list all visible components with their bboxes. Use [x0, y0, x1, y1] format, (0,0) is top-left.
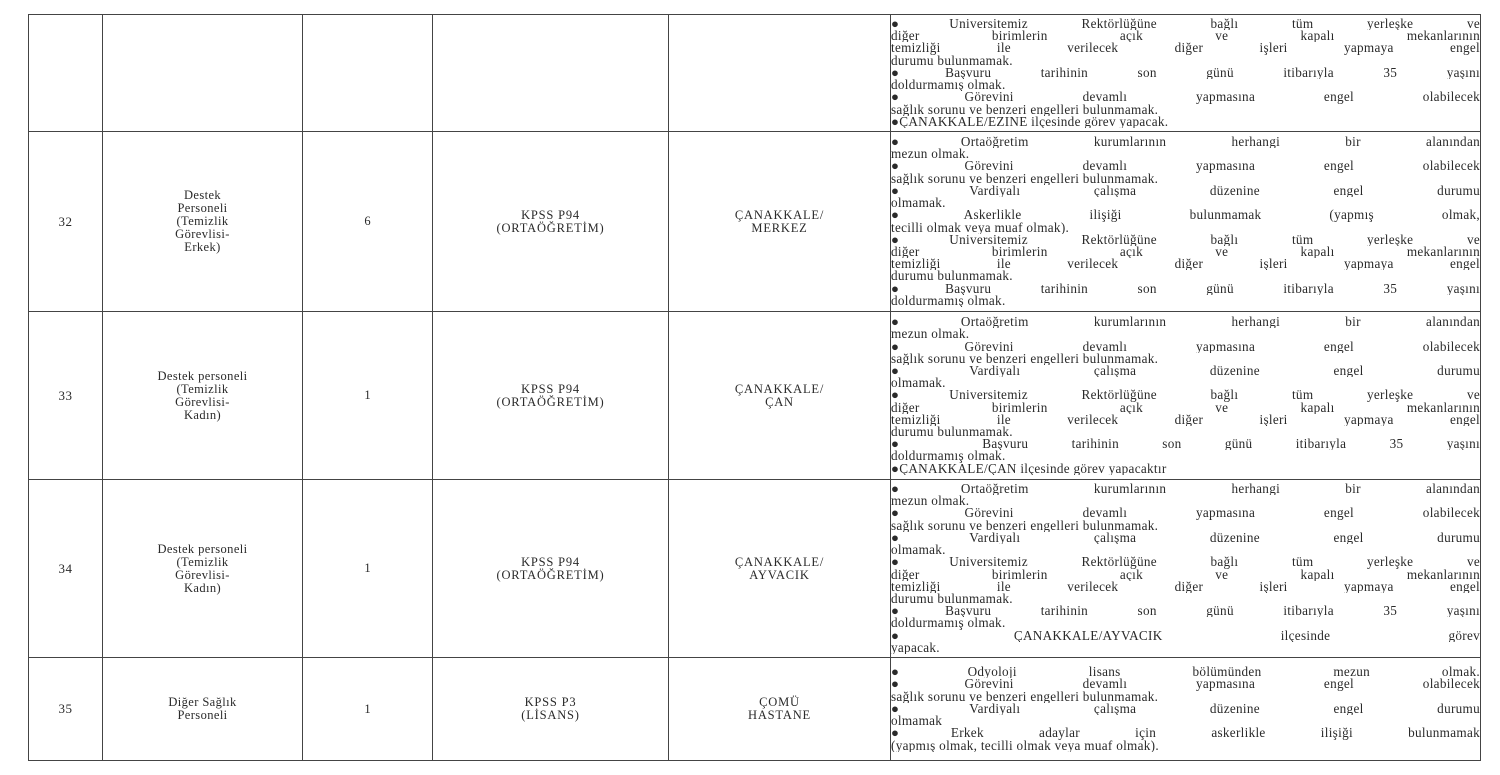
- exam-type: [433, 132, 669, 312]
- position-title: [103, 480, 303, 658]
- qualification-line: temizliği ile verilecek diğer işleri yapmaya engel: [891, 580, 1480, 593]
- exam-type-line: (LİSANS): [521, 708, 580, 722]
- qualification-line: ●Başvuru tarihinin son günü itibarıyla 35 yaşını: [891, 66, 1480, 80]
- qualification-line: temizliği ile verilecek diğer işleri yapmaya engel: [891, 42, 1480, 55]
- exam-type-line: (ORTAÖĞRETİM): [496, 220, 605, 235]
- qualification-line: ●Görevini devamlı yapmasına engel olabilecek: [891, 678, 1480, 691]
- row-number: [29, 15, 103, 132]
- qualification-line: durumu bulunmamak.: [891, 270, 1013, 283]
- qualification-line: ●ÇANAKKALE/AYVACIK ilçesinde görev: [891, 629, 1480, 642]
- qualification-line: olmamak: [891, 715, 943, 728]
- position-title-line: Görevlisi-: [175, 394, 230, 409]
- qualification-line: durumu bulunmamak.: [891, 426, 1013, 439]
- qualification-line: ●ÇANAKKALE/ÇAN ilçesinde görev yapacaktır: [891, 462, 1167, 475]
- qualification-line: ●Üniversitemiz Rektörlüğüne bağlı tüm yerleşke ve: [891, 556, 1480, 569]
- qualification-line: temizliği ile verilecek diğer işleri yapmaya engel: [891, 258, 1480, 271]
- qualification-line: sağlık sorunu ve benzeri engelleri bulunmamak.: [891, 352, 1159, 365]
- table-row: [29, 312, 1481, 480]
- work-location-line: ÇANAKKALE/: [734, 381, 825, 396]
- position-title-line: Görevlisi-: [175, 227, 230, 241]
- qualification-line: mezun olmak.: [891, 328, 970, 341]
- qualification-line: ●Başvuru tarihinin son günü itibarıyla 35 yaşını: [891, 605, 1480, 618]
- work-location: [669, 15, 891, 132]
- qualification-line: ●Görevini devamlı yapmasına engel olabilecek: [891, 91, 1480, 104]
- qualification-line: sağlık sorunu ve benzeri engelleri bulunmamak.: [891, 690, 1159, 703]
- position-title-line: Kadın): [183, 580, 222, 595]
- qualification-line: ●Görevini devamlı yapmasına engel olabilecek: [891, 340, 1480, 353]
- position-title: [103, 132, 303, 312]
- exam-type: [433, 15, 669, 132]
- qualification-line: mezun olmak.: [891, 148, 970, 161]
- qualification-line: yapacak.: [891, 641, 940, 654]
- qualification-line: ●ÇANAKKALE/EZİNE ilçesinde görev yapacak.: [891, 115, 1169, 128]
- exam-type: [433, 658, 669, 761]
- row-number: 34: [29, 480, 103, 658]
- row-number: 33: [29, 312, 103, 480]
- position-title: [103, 15, 303, 132]
- qualification-line: ●Görevini devamlı yapmasına engel olabilecek: [891, 160, 1480, 173]
- qualification-line: olmamak.: [891, 377, 946, 390]
- qualification-line: olmamak.: [891, 544, 946, 557]
- position-count: 6: [303, 132, 433, 312]
- work-location-line: AYVACIK: [749, 567, 810, 582]
- exam-type-line: KPSS P94: [521, 207, 580, 222]
- qualification-line: diğer birimlerin açık ve kapalı mekanlarının: [891, 245, 1480, 259]
- exam-type-line: (ORTAÖĞRETİM): [496, 567, 605, 582]
- qualifications: [891, 658, 1481, 761]
- position-title-line: Diğer Sağlık: [168, 695, 237, 709]
- position-count: 1: [303, 658, 433, 761]
- qualification-line: durumu bulunmamak.: [891, 54, 1013, 67]
- table-row: [29, 15, 1481, 132]
- qualifications: [891, 480, 1481, 658]
- qualification-line: doldurmamış olmak.: [891, 294, 1006, 307]
- qualification-line: ●Askerlikle ilişiği bulunmamak (yapmış olmak,: [891, 209, 1480, 222]
- table-row: [29, 658, 1481, 761]
- work-location-line: ÇANAKKALE/: [734, 207, 825, 222]
- qualification-line: diğer birimlerin açık ve kapalı mekanlarının: [891, 568, 1480, 581]
- work-location: [669, 658, 891, 761]
- qualification-line: durumu bulunmamak.: [891, 592, 1013, 606]
- qualification-line: tecilli olmak veya muaf olmak).: [891, 221, 1070, 234]
- position-count: 1: [303, 480, 433, 658]
- work-location-line: MERKEZ: [751, 220, 808, 235]
- positions-table-body: [29, 15, 1481, 761]
- position-title-line: (Temizlik: [176, 381, 229, 396]
- qualification-line: sağlık sorunu ve benzeri engelleri bulunmamak.: [891, 519, 1159, 532]
- qualifications: [891, 15, 1481, 132]
- qualification-line: doldurmamış olmak.: [891, 450, 1006, 463]
- qualification-line: ●Odyoloji lisans bölümünden mezun olmak.: [891, 666, 1480, 679]
- position-title: [103, 658, 303, 761]
- qualification-line: sağlık sorunu ve benzeri engelleri bulunmamak.: [891, 172, 1159, 185]
- row-number: 35: [29, 658, 103, 761]
- work-location-line: HASTANE: [748, 708, 811, 722]
- qualification-line: diğer birimlerin açık ve kapalı mekanlarının: [891, 401, 1480, 414]
- table-row: [29, 132, 1481, 312]
- qualification-line: ●Görevini devamlı yapmasına engel olabilecek: [891, 507, 1480, 520]
- qualification-line: olmamak.: [891, 197, 946, 210]
- qualification-line: ● Başvuru tarihinin son günü itibarıyla 35 yaşını: [891, 438, 1480, 451]
- qualification-line: mezun olmak.: [891, 495, 970, 508]
- table-row: [29, 480, 1481, 658]
- position-title-line: Destek: [183, 188, 222, 202]
- work-location-line: ÇOMÜ: [759, 695, 800, 709]
- position-title-line: (Temizlik: [176, 214, 229, 228]
- qualification-line: ●Vardiyalı çalışma düzenine engel durumu: [891, 184, 1480, 198]
- qualification-line: ●Ortaöğretim kurumlarının herhangi bir alanından: [891, 316, 1480, 329]
- qualification-line: diğer birimlerin açık ve kapalı mekanlarının: [891, 30, 1480, 43]
- position-count: 1: [303, 312, 433, 480]
- qualification-line: ●Vardiyalı çalışma düzenine engel durumu: [891, 702, 1480, 716]
- position-title-line: Destek personeli: [157, 541, 248, 556]
- work-location: [669, 132, 891, 312]
- qualification-line: ●Üniversitemiz Rektörlüğüne bağlı tüm yerleşke ve: [891, 18, 1480, 31]
- work-location: [669, 312, 891, 480]
- position-title-line: Görevlisi-: [175, 567, 230, 582]
- qualifications: [891, 132, 1481, 312]
- qualification-line: ●Ortaöğretim kurumlarının herhangi bir alanından: [891, 483, 1480, 496]
- exam-type: [433, 312, 669, 480]
- work-location-line: ÇAN: [765, 394, 794, 409]
- exam-type-line: KPSS P94: [521, 381, 580, 396]
- position-title-line: Erkek): [184, 240, 221, 254]
- positions-table: [28, 14, 1481, 761]
- qualification-line: doldurmamış olmak.: [891, 79, 1006, 92]
- position-title-line: Personeli: [177, 201, 228, 215]
- position-title-line: Kadın): [183, 407, 222, 422]
- exam-type-line: KPSS P94: [521, 554, 580, 569]
- qualification-line: (yapmış olmak, tecilli olmak veya muaf olmak).: [891, 739, 1159, 752]
- qualification-line: ●Üniversitemiz Rektörlüğüne bağlı tüm yerleşke ve: [891, 233, 1480, 246]
- position-title-line: (Temizlik: [176, 554, 229, 569]
- qualification-line: sağlık sorunu ve benzeri engelleri bulunmamak.: [891, 103, 1159, 116]
- qualification-line: doldurmamış olmak.: [891, 617, 1006, 630]
- qualification-line: ●Vardiyalı çalışma düzenine engel durumu: [891, 364, 1480, 378]
- exam-type-line: (ORTAÖĞRETİM): [496, 394, 605, 409]
- qualification-line: ●Ortaöğretim kurumlarının herhangi bir alanından: [891, 136, 1480, 149]
- work-location: [669, 480, 891, 658]
- row-number: 32: [29, 132, 103, 312]
- position-count: [303, 15, 433, 132]
- exam-type: [433, 480, 669, 658]
- qualification-line: ●Erkek adaylar için askerlikle ilişiği bulunmamak: [891, 727, 1480, 740]
- qualification-line: temizliği ile verilecek diğer işleri yapmaya engel: [891, 413, 1480, 426]
- qualification-line: ●Üniversitemiz Rektörlüğüne bağlı tüm yerleşke ve: [891, 389, 1480, 402]
- position-title: [103, 312, 303, 480]
- position-title-line: Destek personeli: [157, 368, 248, 383]
- position-title-line: Personeli: [177, 708, 228, 722]
- qualification-line: ●Başvuru tarihinin son günü itibarıyla 35 yaşını: [891, 282, 1480, 295]
- qualification-line: ●Vardiyalı çalışma düzenine engel durumu: [891, 531, 1480, 545]
- qualifications: [891, 312, 1481, 480]
- work-location-line: ÇANAKKALE/: [734, 554, 825, 569]
- exam-type-line: KPSS P3: [524, 695, 577, 709]
